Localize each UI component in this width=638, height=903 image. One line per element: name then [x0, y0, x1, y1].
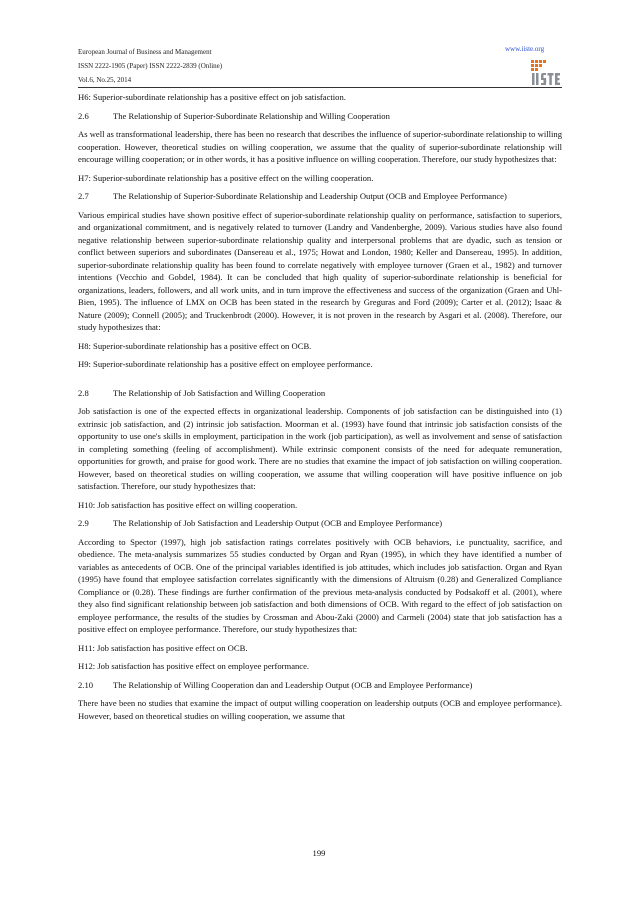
section-title: The Relationship of Willing Cooperation dan and Leadership Output (OCB and Employee Performance) [113, 679, 473, 690]
section-2-7-body: Various empirical studies have shown positive effect of superior-subordinate relationship quality on performance, satisfaction to superiors, and organizational commitment, and is negatively related to turnover (Landry and Vandenberghe, 2009). Various studies have also found negative relationship between superior-subordinate relationship quality and interpersonal problems that are dyadic, such as tension or conflict between superiors and subordinates (Dansereau et al., 1975; Howat and London, 1980; Keller and Dansereau, 1995). In addition, superior-subordinate relationship quality has been found to correlate negatively with employee turnover (Graen et al., 1982) and turnover intentions (Vecchio and Gobdel, 1984). It can be concluded that high quality of superior-subordinate relationship is beneficial for organizations, leaders, followers, and all work units, and in turn improve the effectiveness and success of the organization (Graen and Uhl-Bien, 1995). The influence of LMX on OCB has been stated in the research by Greguras and Ford (2009); Carter et al. (2012); Isaac & Nature (2009); Connell (2005); and Truckenbrodt (2000). However, it is not proven in the research by Asgari et al. (2008). Therefore, our study hypothesizes that: [78, 209, 562, 332]
journal-header [78, 45, 222, 87]
section-number: 2.10 [78, 679, 94, 690]
section-2-10-heading [78, 679, 562, 692]
section-2-6-body: As well as transformational leadership, there has been no research that describes the influence of superior-subordinate relationship to willing cooperation. However, theoretical studies on willing cooperation, we assume that the quality of superior-subordinate relationship will encourage willing cooperation; or in other words, it has a positive influence on willing cooperation. Therefore, our study hypothesizes that: [78, 129, 562, 164]
section-2-8-body: Job satisfaction is one of the expected effects in organizational leadership. Components of job satisfaction can be distinguished into (1) extrinsic job satisfaction, and (2) intrinsic job satisfaction. Moorman et al. (1993) have found that intrinsic job satisfaction consists of the opportunity to use one's skills in employment, participation in the work (job participation), as well as involvement and sense of satisfaction in completing something (feeling of accomplishment). While extrinsic component consists of the need for adequate remuneration, opportunities for growth, and praise for good work. There are no studies that examine the impact of job satisfaction on willing cooperation. However, based on theoretical studies on willing cooperation, we assume that willing cooperation will have positive influence on job satisfaction. Therefore, our study hypothesizes that: [78, 406, 562, 491]
hypothesis-h8: H8: Superior-subordinate relationship has a positive effect on OCB. [78, 340, 312, 351]
section-title: The Relationship of Job Satisfaction and Leadership Output (OCB and Employee Performance) [113, 518, 443, 528]
hypothesis-h9: H9: Superior-subordinate relationship has a positive effect on employee performance. [78, 359, 373, 369]
section-number: 2.8 [78, 387, 89, 398]
journal-website-link[interactable]: www.iiste.org [505, 45, 545, 53]
section-2-9-body: According to Spector (1997), high job satisfaction ratings correlates positively with OCB behaviors, i.e punctuality, sacrifice, and obedience. The meta-analysis summarizes 55 studies conducted by Organ and Ryan (1995), in which they have identified a number of variables as antecedents of OCB. One of the principal variables identified is job attitudes, which includes job satisfaction. Organ and Ryan (1995) have found that employee satisfaction correlates significantly with the dimensions of Altruism (0.28) and Generalized Compliance Compliance or (0.28). These findings are further confirmation of the previous meta-analysis conducted by Podsakoff et al. (2001), where they also find significant relationship between job satisfaction and both dimensions of OCB. With regard to the effect of job satisfaction on employee performance, the results of the studies by Crossman and Abou-Zaki (2000) and Carmeli (2004) state that job satisfaction has a positive effect on employee performance. Therefore, our study hypothesizes that: [78, 536, 562, 634]
section-title: The Relationship of Job Satisfaction and Willing Cooperation [113, 387, 326, 398]
section-2-8-heading [78, 387, 562, 400]
section-title: The Relationship of Superior-Subordinate Relationship and Willing Cooperation [113, 110, 390, 121]
page-number: 199 [312, 848, 326, 858]
section-2-10-body: There have been no studies that examine the impact of output willing cooperation on leadership outputs (OCB and employee performance). However, based on theoretical studies on willing cooperation, we assume that [78, 698, 562, 721]
section-2-6-heading [78, 110, 562, 123]
blank-line [78, 377, 562, 387]
section-2-9-heading [78, 517, 562, 530]
journal-volume: Vol.6, No.25, 2014 [78, 76, 132, 84]
header-rule [78, 87, 562, 88]
hypothesis-h10: H10: Job satisfaction has positive effect on willing cooperation. [78, 499, 298, 510]
journal-issn: ISSN 2222-1905 (Paper) ISSN 2222-2839 (Online) [78, 62, 223, 70]
hypothesis-h6: H6: Superior-subordinate relationship has a positive effect on job satisfaction. [78, 92, 346, 102]
section-number: 2.7 [78, 191, 89, 201]
section-number: 2.6 [78, 110, 89, 121]
hypothesis-h7: H7: Superior-subordinate relationship has a positive effect on the willing cooperation. [78, 172, 374, 183]
section-title: The Relationship of Superior-Subordinate Relationship and Leadership Output (OCB and Employee Performance) [113, 191, 507, 201]
journal-name: European Journal of Business and Management [78, 48, 212, 56]
iiste-logo [529, 58, 561, 88]
hypothesis-h12: H12: Job satisfaction has positive effect on employee performance. [78, 661, 310, 671]
section-number: 2.9 [78, 518, 89, 528]
hypothesis-h11: H11: Job satisfaction has positive effect on OCB. [78, 642, 248, 653]
main-text [78, 91, 562, 728]
section-2-7-heading [78, 190, 562, 203]
